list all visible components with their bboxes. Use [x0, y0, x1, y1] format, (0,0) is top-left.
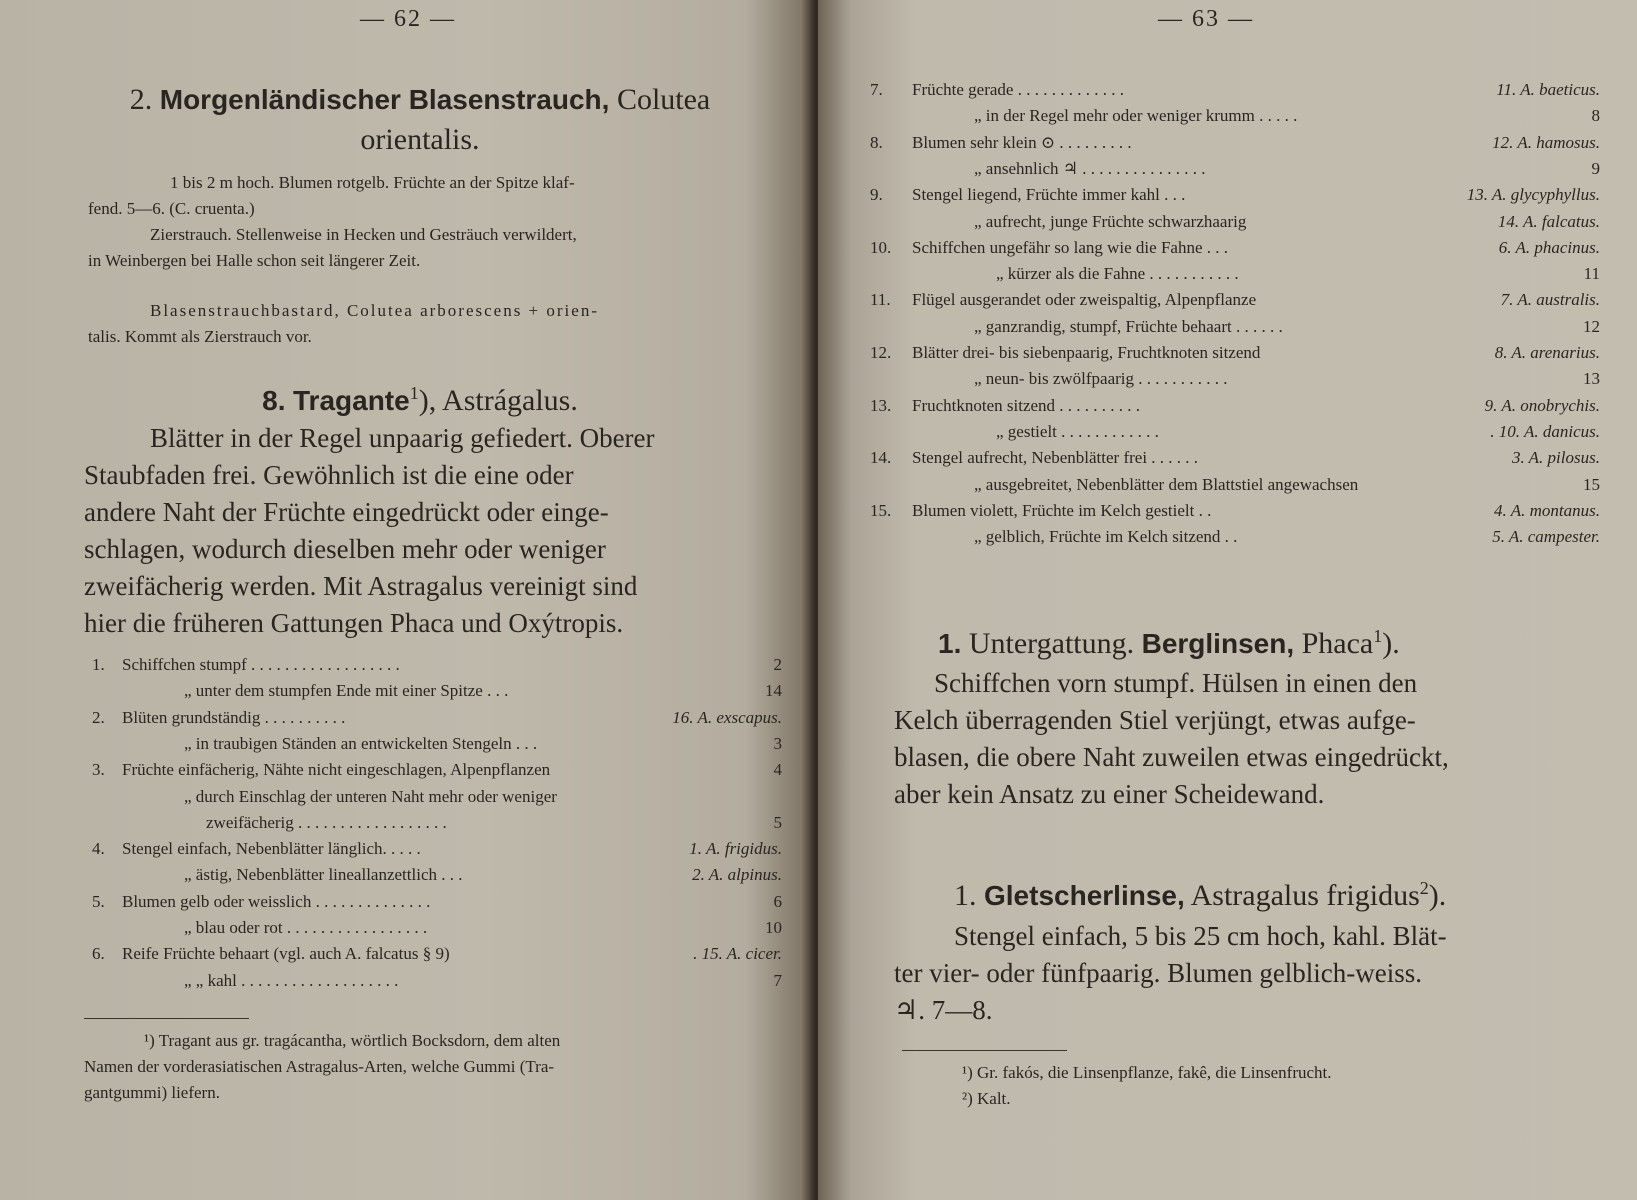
- key-number: 7.: [870, 80, 883, 99]
- heading-common-name: Tragante: [293, 385, 410, 416]
- key-text: „ ganzrandig, stumpf, Früchte behaart . . . . . .: [974, 316, 1283, 336]
- key-result: 16. A. exscapus.: [672, 707, 782, 727]
- key-result: 11. A. baeticus.: [1496, 80, 1600, 99]
- key-result: . 15. A. cicer.: [693, 944, 782, 964]
- key-row: [92, 678, 782, 704]
- key-text: „ durch Einschlag der unteren Naht mehr oder weniger: [184, 786, 557, 806]
- key-text: Flügel ausgerandet oder zweispaltig, Alpenpflanze: [912, 290, 1257, 310]
- key-result: 10: [765, 918, 782, 937]
- key-text: Schiffchen stumpf . . . . . . . . . . . . . . . . . .: [122, 655, 400, 674]
- key-result: 2. A. alpinus.: [692, 865, 782, 885]
- heading-common-name: Morgenländischer Blasenstrauch,: [159, 84, 610, 115]
- key-result: 1. A. frigidus.: [689, 839, 782, 859]
- key-row: [870, 103, 1600, 129]
- key-row: [870, 77, 1600, 103]
- key-result: 3: [773, 733, 782, 753]
- key-row: [870, 287, 1600, 313]
- key-row: [92, 836, 782, 862]
- key-text: „ „ kahl . . . . . . . . . . . . . . . . . . .: [184, 970, 399, 990]
- key-result: 14. A. falcatus.: [1497, 211, 1600, 231]
- heading-common-name: Berglinsen,: [1141, 628, 1295, 659]
- text-line: Schiffchen vorn stumpf. Hülsen in einen den: [934, 668, 1418, 698]
- key-text: „ in traubigen Ständen an entwickelten Stengeln . . .: [184, 733, 538, 753]
- text-line: ♃. 7—8.: [894, 995, 993, 1025]
- key-text: „ ansehnlich ♃ . . . . . . . . . . . . . . .: [974, 158, 1206, 178]
- key-number: 6.: [92, 944, 105, 964]
- key-row: [92, 757, 782, 783]
- text-line: andere Naht der Früchte eingedrückt oder einge-: [84, 497, 609, 527]
- astragalus-description: [84, 420, 784, 642]
- key-row: [92, 784, 782, 810]
- key-text: Stengel aufrecht, Nebenblätter frei . . . . . .: [912, 448, 1199, 468]
- text-line: hier die früheren Gattungen Phaca und Oxýtropis.: [84, 608, 624, 638]
- section-heading-astragalus: [80, 373, 760, 421]
- footnotes: [902, 1060, 1602, 1112]
- colutea-description: [88, 170, 778, 274]
- key-result: 15: [1583, 474, 1600, 494]
- species-heading: [894, 868, 1637, 916]
- key-row: [92, 941, 782, 967]
- heading-common-name: Gletscherlinse,: [984, 880, 1185, 911]
- text-line: Blasenstrauchbastard, Colutea arborescens + orien-: [150, 301, 599, 320]
- key-result: 11: [1583, 264, 1600, 284]
- key-result: 2: [773, 655, 782, 674]
- footnote: [84, 1028, 784, 1106]
- heading-scientific-name: Astragalus frigidus: [1190, 879, 1420, 912]
- key-result: 7. A. australis.: [1500, 290, 1600, 310]
- key-text: Früchte gerade . . . . . . . . . . . . .: [912, 80, 1124, 99]
- key-result: 13. A. glycyphyllus.: [1466, 185, 1600, 205]
- heading-end: ).: [1428, 879, 1447, 912]
- key-text: „ ausgebreitet, Nebenblätter dem Blattstiel angewachsen: [974, 474, 1359, 494]
- heading-scientific-name: ), Astrágalus.: [418, 384, 578, 417]
- text-line: Kelch überragenden Stiel verjüngt, etwas aufge-: [894, 705, 1416, 735]
- key-text: Blumen sehr klein ⊙ . . . . . . . . .: [912, 132, 1132, 152]
- key-number: 4.: [92, 839, 105, 859]
- key-result: 5: [773, 812, 782, 832]
- subgenus-heading: [898, 616, 1578, 664]
- key-result: 7: [773, 970, 782, 990]
- heading-scientific-name: Phaca: [1301, 627, 1374, 660]
- heading-end: ).: [1382, 627, 1400, 660]
- key-number: 3.: [92, 760, 105, 780]
- heading-number: 8.: [262, 385, 286, 416]
- text-line: gantgummi) liefern.: [84, 1083, 220, 1102]
- footnote-divider: [902, 1050, 1067, 1051]
- text-line: Stengel einfach, 5 bis 25 cm hoch, kahl. Blät-: [954, 921, 1447, 951]
- text-line: ¹) Tragant aus gr. tragácantha, wörtlich Bocksdorn, dem alten: [144, 1031, 561, 1050]
- text-line: Zierstrauch. Stellenweise in Hecken und Gesträuch verwildert,: [150, 225, 577, 244]
- key-text: Blumen violett, Früchte im Kelch gestielt . .: [912, 500, 1212, 520]
- text-line: zweifächerig werden. Mit Astragalus vereinigt sind: [84, 571, 638, 601]
- key-text: Fruchtknoten sitzend . . . . . . . . . .: [912, 395, 1141, 415]
- key-result: 4. A. montanus.: [1494, 500, 1600, 520]
- key-text: Blumen gelb oder weisslich . . . . . . . . . . . . . .: [122, 891, 431, 911]
- key-result: 6: [773, 891, 782, 911]
- key-row: [92, 731, 782, 757]
- key-text: „ blau oder rot . . . . . . . . . . . . . . . . .: [184, 918, 428, 937]
- text-line: ¹) Gr. fakós, die Linsenpflanze, fakê, die Linsenfrucht.: [962, 1063, 1332, 1082]
- footnote-marker: 1: [409, 383, 419, 403]
- key-row: [870, 366, 1600, 392]
- key-result: 5. A. campester.: [1492, 527, 1600, 547]
- text-line: fend. 5—6. (C. cruenta.): [88, 199, 255, 218]
- key-text: Blüten grundständig . . . . . . . . . .: [122, 707, 346, 727]
- page-number: — 63 —: [1158, 6, 1254, 32]
- key-text: „ kürzer als die Fahne . . . . . . . . . . .: [996, 264, 1239, 284]
- key-result: 3. A. pilosus.: [1511, 448, 1600, 468]
- key-number: 5.: [92, 891, 105, 911]
- key-row: [870, 130, 1600, 156]
- key-number: 1.: [92, 655, 105, 674]
- page-number: — 62 —: [360, 6, 456, 32]
- key-row: [870, 235, 1600, 261]
- text-line: blasen, die obere Naht zuweilen etwas eingedrückt,: [894, 742, 1449, 772]
- heading-label: Untergattung.: [968, 627, 1135, 660]
- key-number: 13.: [870, 395, 892, 415]
- key-text: „ unter dem stumpfen Ende mit einer Spitze . . .: [184, 681, 509, 701]
- key-number: 8.: [870, 132, 883, 152]
- key-row: [870, 156, 1600, 182]
- key-result: 13: [1583, 369, 1600, 389]
- text-line: Namen der vorderasiatischen Astragalus-Arten, welche Gummi (Tra-: [84, 1057, 555, 1076]
- key-row: [870, 472, 1600, 498]
- key-result: 4: [773, 760, 782, 780]
- key-row: [870, 340, 1600, 366]
- key-result: 6. A. phacinus.: [1498, 237, 1600, 257]
- key-row: [870, 261, 1600, 287]
- key-row: [92, 652, 782, 678]
- key-text: Reife Früchte behaart (vgl. auch A. falcatus § 9): [122, 944, 450, 964]
- heading-number: 1.: [938, 628, 962, 659]
- key-row: [92, 915, 782, 941]
- key-row: [870, 419, 1600, 445]
- text-line: aber kein Ansatz zu einer Scheidewand.: [894, 779, 1325, 809]
- footnote-divider: [84, 1018, 249, 1019]
- text-line: Staubfaden frei. Gewöhnlich ist die eine oder: [84, 460, 574, 490]
- heading-number: 2.: [129, 83, 153, 116]
- key-text: Schiffchen ungefähr so lang wie die Fahne . . .: [912, 237, 1228, 257]
- key-row: [92, 968, 782, 994]
- key-text: Stengel einfach, Nebenblätter länglich. . . . .: [122, 839, 421, 859]
- key-result: 12. A. hamosus.: [1492, 132, 1600, 152]
- key-text: „ ästig, Nebenblätter lineallanzettlich . . .: [184, 865, 463, 885]
- key-text: zweifächerig . . . . . . . . . . . . . . . . . .: [206, 812, 447, 832]
- key-row: [870, 209, 1600, 235]
- key-result: 9: [1591, 158, 1600, 178]
- heading-line2: orientalis.: [360, 123, 480, 156]
- subgenus-description: [894, 665, 1604, 813]
- key-text: „ gestielt . . . . . . . . . . . .: [996, 421, 1159, 441]
- key-number: 14.: [870, 448, 892, 468]
- text-line: in Weinbergen bei Halle schon seit längerer Zeit.: [88, 251, 421, 270]
- key-row: [870, 445, 1600, 471]
- right-page: [818, 0, 1637, 1200]
- text-line: 1 bis 2 m hoch. Blumen rotgelb. Früchte an der Spitze klaf-: [170, 173, 575, 192]
- key-result: 12: [1583, 316, 1600, 336]
- key-result: 8. A. arenarius.: [1494, 343, 1600, 362]
- key-number: 11.: [870, 290, 891, 310]
- key-row: [870, 393, 1600, 419]
- key-text: „ neun- bis zwölfpaarig . . . . . . . . . . .: [974, 369, 1228, 389]
- text-line: ter vier- oder fünfpaarig. Blumen gelblich-weiss.: [894, 958, 1423, 988]
- key-row: [92, 705, 782, 731]
- heading-scientific-name: Colutea: [616, 83, 711, 116]
- key-row: [92, 889, 782, 915]
- key-row: [870, 524, 1600, 550]
- key-text: „ gelblich, Früchte im Kelch sitzend . .: [974, 527, 1238, 547]
- left-page: [0, 0, 810, 1200]
- key-result: 9. A. onobrychis.: [1484, 395, 1600, 415]
- text-line: Blätter in der Regel unpaarig gefiedert. Oberer: [150, 423, 655, 453]
- key-row: [870, 498, 1600, 524]
- key-number: 15.: [870, 500, 892, 520]
- hybrid-note: [88, 298, 778, 350]
- section-heading-colutea: [80, 80, 760, 160]
- text-line: talis. Kommt als Zierstrauch vor.: [88, 327, 312, 346]
- key-result: 14: [765, 681, 782, 701]
- key-text: „ in der Regel mehr oder weniger krumm . . . . .: [974, 106, 1298, 126]
- key-number: 12.: [870, 343, 892, 362]
- key-row: [92, 810, 782, 836]
- species-description: [894, 918, 1604, 1029]
- key-text: Stengel liegend, Früchte immer kahl . . .: [912, 185, 1186, 205]
- key-result: 8: [1591, 106, 1600, 126]
- text-line: schlagen, wodurch dieselben mehr oder weniger: [84, 534, 606, 564]
- key-text: „ aufrecht, junge Früchte schwarzhaarig: [974, 211, 1247, 231]
- key-number: 10.: [870, 237, 892, 257]
- key-row: [870, 314, 1600, 340]
- key-result: . 10. A. danicus.: [1490, 421, 1600, 441]
- key-text: Früchte einfächerig, Nähte nicht eingeschlagen, Alpenpflanzen: [122, 760, 551, 780]
- key-text: Blätter drei- bis siebenpaarig, Fruchtknoten sitzend: [912, 343, 1261, 362]
- footnote-marker: 1: [1373, 626, 1383, 646]
- text-line: ²) Kalt.: [962, 1089, 1011, 1108]
- key-number: 2.: [92, 707, 105, 727]
- footnote-marker: 2: [1419, 878, 1429, 898]
- key-row: [870, 182, 1600, 208]
- heading-number: 1.: [954, 879, 977, 912]
- key-row: [92, 862, 782, 888]
- key-number: 9.: [870, 185, 883, 205]
